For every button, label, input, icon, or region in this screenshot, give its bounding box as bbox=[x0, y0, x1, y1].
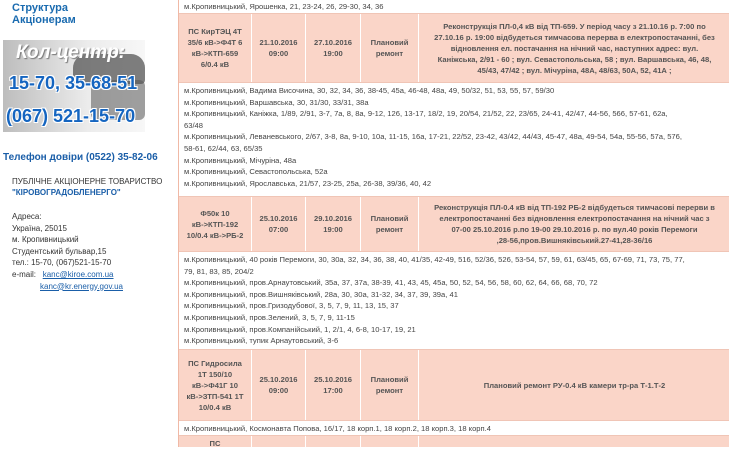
description-cell bbox=[419, 14, 729, 82]
description-line: 27.10.16 р. 19:00 відбудеться тимчасова перерва в електропостачанні, без bbox=[434, 32, 715, 42]
description-cell bbox=[419, 197, 729, 251]
callcenter-banner[interactable] bbox=[3, 40, 145, 132]
street-line: 79, 81, 83, 85, 204/2 bbox=[184, 266, 254, 276]
company-name bbox=[12, 176, 177, 198]
date-from: 21.10.2016 bbox=[259, 38, 298, 47]
street-line: 63/48 bbox=[184, 120, 204, 130]
callcenter-number-1: 15-70, 35-68-51 bbox=[9, 73, 138, 93]
date-to: 27.10.2016 bbox=[313, 38, 352, 47]
address-city: м. Кропивницький bbox=[12, 235, 79, 245]
date-from-cell bbox=[252, 197, 306, 251]
type-line: ремонт bbox=[375, 386, 404, 395]
station-line: 10/0.4 кВ->РБ-2 bbox=[186, 230, 244, 240]
type-cell bbox=[361, 14, 419, 82]
type-line: ремонт bbox=[375, 49, 404, 58]
table-row-streets bbox=[179, 0, 729, 14]
email-row-2 bbox=[12, 281, 178, 293]
time-from: 07:00 bbox=[268, 225, 289, 234]
time-from: 09:00 bbox=[268, 49, 289, 58]
station-line: 35/6 кВ->Ф4Т 6 bbox=[187, 38, 243, 47]
street-line: м.Кропивницький, Леваневського, 2/67, 3-8, 8а, 9-10, 10а, 11-15, 16а, 17-21, 22/52, 23-42, 43/42, 44/43, 45-47, 48а, 49-54, 54а, 55-56, 57а, 576, bbox=[184, 132, 682, 142]
description-line: електропостачанні без відновлення електропостачання на нічний час з bbox=[439, 214, 710, 223]
station-line: ПС Гидросила bbox=[188, 358, 242, 368]
station-line: ПС bbox=[209, 439, 221, 448]
email-link-1[interactable]: kanc@kiroe.com.ua bbox=[42, 269, 114, 279]
phone-line: тел.: 15-70, (067)521-15-70 bbox=[12, 258, 112, 268]
station-line: ПС КирТЭЦ 4Т bbox=[188, 27, 242, 36]
table-row bbox=[179, 436, 729, 447]
type-cell bbox=[361, 350, 419, 420]
time-from: 09:00 bbox=[268, 386, 289, 395]
date-from-cell bbox=[252, 14, 306, 82]
date-to: 29.10.2016 bbox=[313, 214, 352, 223]
street-line: 58-61, 62/44, 63, 65/35 bbox=[184, 143, 263, 153]
type-line: Плановий bbox=[370, 375, 409, 384]
contact-block bbox=[12, 211, 178, 292]
time-to: 17:00 bbox=[323, 386, 343, 395]
street-line: м.Кропивницький, пров.Вишняківський, 28а, 30, 30а, 31-32, 34, 37, 39, 39а, 41 bbox=[184, 289, 458, 299]
callcenter-number-2: (067) 521-15-70 bbox=[6, 106, 136, 126]
station-line: кВ->ЗТП-541 1Т bbox=[186, 391, 244, 401]
date-to-cell bbox=[306, 14, 361, 82]
station-line: 1Т 150/10 bbox=[197, 369, 233, 379]
type-line: Плановий bbox=[370, 38, 409, 47]
station-line: Ф50к 10 bbox=[200, 208, 230, 218]
table-row bbox=[179, 14, 729, 82]
station-line: 6/0.4 кВ bbox=[200, 60, 230, 69]
station-cell bbox=[179, 350, 252, 420]
station-line: кВ->Ф41Г 10 bbox=[191, 380, 239, 390]
sidebar-link-shareholders[interactable]: Акціонерам bbox=[12, 14, 76, 26]
table-row-streets bbox=[179, 420, 729, 436]
address-street: Студентський бульвар,15 bbox=[12, 246, 107, 256]
description-line: Реконструкція ПЛ-0.4 кВ від ТП-192 РБ-2 відбудеться тимчасові перерви в bbox=[434, 203, 715, 212]
description-line: ,28-56,пров.Вишняківський.27-41,28-36/16 bbox=[496, 236, 653, 245]
street-line: м.Кропивницький, Ярославська, 21/57, 23-25, 25а, 26-38, 39/36, 40, 42 bbox=[184, 178, 432, 188]
outage-table bbox=[178, 0, 729, 447]
street-line: м.Кропивницький, Варшавська, 30, 31/30, 33/31, 38а bbox=[184, 97, 369, 107]
date-to-cell bbox=[306, 436, 361, 447]
callcenter-title: Кол-центр: bbox=[16, 42, 126, 63]
company-title: "КІРОВОГРАДОБЛЕНЕРГО" bbox=[12, 188, 121, 197]
time-to: 19:00 bbox=[323, 49, 343, 58]
email-row-1 bbox=[12, 269, 178, 281]
date-to-cell bbox=[306, 350, 361, 420]
station-line: кВ->КТП-659 bbox=[191, 49, 239, 58]
date-from: 25.10.2016 bbox=[259, 214, 298, 223]
description-line: Плановий ремонт РУ-0.4 кВ камери тр-ра Т-1.Т-2 bbox=[483, 380, 666, 390]
station-line: 10/0.4 кВ bbox=[198, 402, 232, 412]
email-link-2[interactable]: kanc@kr.energy.gov.ua bbox=[40, 281, 123, 291]
address-label: Адреса: bbox=[12, 212, 42, 221]
street-line: м.Кропивницький, 40 років Перемоги, 30, 30а, 32, 34, 36, 38, 40, 41/35, 42-49, 516, 52/36, 526, 53-54, 57, 59, 61, 63/45, 65, 67-69, 71, 73, 75, 77, bbox=[184, 255, 685, 264]
date-from: 25.10.2016 bbox=[259, 375, 298, 384]
type-line: Плановий bbox=[370, 214, 409, 223]
street-line: м.Кропивницький, пров.Гризодубової, 3, 5, 7, 9, 11, 13, 15, 37 bbox=[184, 301, 399, 311]
sidebar-link-structure[interactable]: Структура bbox=[12, 2, 68, 14]
date-from-cell bbox=[252, 350, 306, 420]
address-country: Україна, 25015 bbox=[12, 223, 67, 233]
station-cell bbox=[179, 14, 252, 82]
time-to: 19:00 bbox=[323, 225, 343, 234]
type-cell bbox=[361, 197, 419, 251]
sidebar bbox=[0, 0, 178, 447]
description-line: Каніжська, 2/91 - 60 ; вул. Севастопольська, 58 ; вул. Варшавська, 46, 48, bbox=[437, 54, 712, 64]
type-line: ремонт bbox=[375, 225, 404, 234]
description-line: Реконструкція ПЛ-0,4 кВ від ТП-659. У період часу з 21.10.16 р. 7:00 по bbox=[443, 21, 706, 31]
street-line: м.Кропивницький, Космонавта Попова, 16/17, 18 корп.1, 18 корп.2, 18 корп.3, 18 корп.4 bbox=[184, 424, 491, 433]
date-to: 25.10.2016 bbox=[313, 375, 352, 384]
table-row bbox=[179, 350, 729, 420]
type-cell bbox=[361, 436, 419, 447]
company-type: ПУБЛІЧНЕ АКЦІОНЕРНЕ ТОВАРИСТВО bbox=[12, 177, 163, 186]
street-line: м.Кропивницький, тупик Арнаутовський, 3-6 bbox=[184, 336, 339, 346]
street-line: м.Кропивницький, Вадима Височина, 30, 32, 34, 36, 38-45, 45а, 46-48, 48а, 49, 50/32, 51, 53, 55, 57, 59/30 bbox=[184, 86, 555, 95]
table-row bbox=[179, 197, 729, 251]
description-cell bbox=[419, 350, 729, 420]
street-line: м.Кропивницький, Севастопольська, 52а bbox=[184, 167, 328, 177]
date-from-cell bbox=[252, 436, 306, 447]
description-line: відновлення ел. постачання на нічний час, наступних адрес: вул. bbox=[450, 43, 699, 53]
trust-phone: Телефон довіри (0522) 35-82-06 bbox=[3, 152, 158, 163]
street-line: м.Кропивницький, пров.Компанійський, 1, 2/1, 4, 6-8, 10-17, 19, 21 bbox=[184, 324, 416, 334]
street-line: м.Кропивницький, Ярошенка, 21, 23-24, 26, 29-30, 34, 36 bbox=[184, 2, 384, 11]
description-line: 07-00 25.10.2016 р.по 19-00 29.10.2016 р. по вул.40 років Перемоги bbox=[451, 225, 698, 234]
table-row-streets bbox=[179, 251, 729, 350]
email-label: e-mail: bbox=[12, 269, 37, 279]
street-line: м.Кропивницький, Мічуріна, 48а bbox=[184, 155, 297, 165]
date-to-cell bbox=[306, 197, 361, 251]
description-line: 45/43, 47/42 ; вул. Мічуріна, 48А, 48/63, 50А, 52, 41А ; bbox=[477, 65, 672, 75]
station-cell bbox=[179, 436, 252, 447]
street-line: м.Кропивницький, Каніжка, 1/89, 2/91, 3-7, 7а, 8, 8а, 9-12, 126, 13-17, 18/2, 19, 20/54, 21/52, 22, 23/65, 24-41, 42/47, 44-56, 566, 57-61, 62а, bbox=[184, 109, 668, 119]
street-line: м.Кропивницький, пров.Арнаутовський, 35а, 37, 37а, 38-39, 41, 43, 45, 45а, 50, 52, 54, 56, 58, 60, 62, 64, 66, 68, 70, 72 bbox=[184, 278, 598, 288]
station-line: кВ->КТП-192 bbox=[191, 219, 239, 229]
street-line: м.Кропивницький, пров.Зелений, 3, 5, 7, 9, 11-15 bbox=[184, 312, 355, 322]
station-cell bbox=[179, 197, 252, 251]
table-row-streets bbox=[179, 82, 729, 197]
